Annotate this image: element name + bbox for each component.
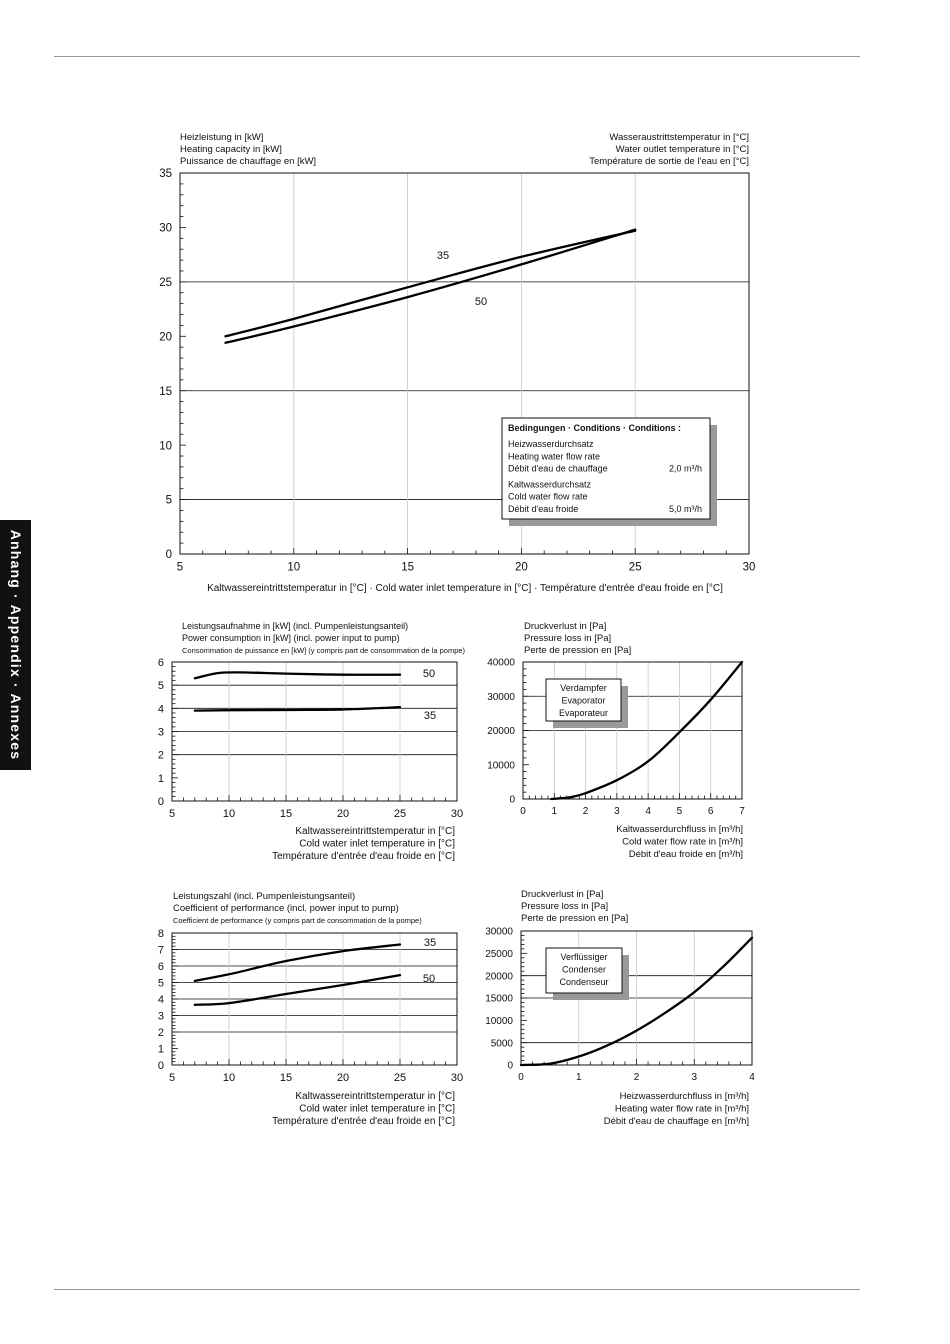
y-tick-label: 4 [157, 993, 164, 1006]
y-tick-label: 20 [159, 331, 172, 344]
chart-title-line: Leistungszahl (incl. Pumpenleistungsanteil) [173, 891, 356, 902]
chart-title-line: Druckverlust in [Pa] [521, 889, 604, 900]
series-label: 35 [423, 710, 437, 722]
x-axis-label: Heizwasserdurchfluss in [m³/h] [619, 1091, 749, 1102]
component-box-label: Condenseur [559, 977, 609, 987]
x-tick-label: 3 [691, 1072, 698, 1083]
chart-title-line: Power consumption in [kW] (incl. power input to pump) [182, 633, 400, 643]
x-axis-label: Température d'entrée d'eau froide en [°C] [272, 851, 455, 862]
x-tick-label: 6 [707, 806, 714, 817]
legend-title-line: Wasseraustrittstemperatur in [°C] [609, 132, 749, 143]
x-tick-label: 20 [515, 561, 528, 574]
x-tick-label: 5 [168, 808, 176, 820]
y-tick-label: 10000 [487, 760, 515, 772]
y-tick-label: 8 [157, 927, 164, 940]
x-tick-label: 10 [222, 808, 236, 820]
x-axis-label: Cold water inlet temperature in [°C] [299, 838, 455, 850]
x-tick-label: 5 [676, 806, 683, 817]
x-tick-label: 30 [450, 808, 464, 820]
x-axis-label: Kaltwassereintrittstemperatur in [°C] [295, 1091, 455, 1102]
x-tick-label: 30 [450, 1072, 464, 1084]
conditions-line: Débit d'eau froide [508, 504, 579, 514]
y-tick-label: 7 [157, 944, 164, 957]
chart-title-line: Heating capacity in [kW] [180, 144, 282, 155]
x-tick-label: 25 [628, 561, 642, 574]
chart-title-line: Consommation de puissance en [kW] (y compris part de consommation de la pompe) [182, 646, 466, 655]
y-tick-label: 15000 [485, 993, 513, 1005]
y-tick-label: 5 [157, 680, 164, 693]
x-tick-label: 20 [336, 1072, 350, 1084]
x-axis-label: Heating water flow rate in [m³/h] [614, 1103, 749, 1115]
x-tick-label: 2 [582, 806, 589, 817]
x-tick-label: 5 [168, 1072, 176, 1084]
x-tick-label: 1 [575, 1072, 582, 1083]
x-tick-label: 1 [551, 806, 558, 817]
component-box-label: Verdampfer [560, 683, 607, 693]
conditions-value: 2,0 m³/h [668, 463, 702, 474]
x-tick-label: 4 [749, 1072, 755, 1083]
chart-title-line: Leistungsaufnahme in [kW] (incl. Pumpenleistungsanteil) [182, 621, 409, 631]
series-label: 50 [422, 668, 436, 680]
x-axis-label: Kaltwassereintrittstemperatur in [°C] [295, 826, 455, 837]
conditions-line: Heating water flow rate [508, 451, 601, 462]
x-tick-label: 30 [742, 561, 756, 574]
y-tick-label: 3 [157, 1010, 164, 1023]
y-tick-label: 30 [159, 222, 172, 235]
x-tick-label: 15 [279, 808, 293, 820]
x-tick-label: 25 [393, 1072, 407, 1084]
y-tick-label: 5 [157, 977, 164, 990]
y-tick-label: 5000 [490, 1038, 513, 1050]
chart-title-line: Druckverlust in [Pa] [524, 621, 607, 632]
x-tick-label: 4 [645, 806, 651, 817]
x-tick-label: 3 [614, 806, 620, 817]
component-box-label: Condenser [561, 964, 607, 975]
component-box-label: Verflüssiger [560, 952, 608, 962]
component-box-label: Evaporator [561, 695, 606, 706]
component-box-label: Evaporateur [558, 708, 609, 718]
y-tick-label: 35 [159, 168, 172, 181]
y-tick-label: 0 [157, 795, 164, 808]
x-axis-label: Débit d'eau de chauffage en [m³/h] [603, 1116, 749, 1127]
y-tick-label: 1 [157, 1043, 164, 1056]
x-tick-label: 10 [222, 1072, 236, 1084]
conditions-title: Bedingungen · Conditions · Conditions : [508, 423, 681, 433]
conditions-line: Débit d'eau de chauffage [508, 463, 608, 474]
y-tick-label: 5 [165, 494, 172, 507]
x-axis-label: Kaltwasserdurchfluss in [m³/h] [616, 824, 743, 835]
y-tick-label: 25 [159, 276, 172, 289]
chart-title-line: Coefficient of performance (incl. power input to pump) [173, 903, 399, 914]
chart-title-line: Coefficient de performance (y compris part de consommation de la pompe) [173, 916, 422, 925]
y-tick-label: 30000 [487, 691, 515, 703]
x-tick-label: 20 [336, 808, 350, 820]
x-axis-label: Cold water flow rate in [m³/h] [622, 836, 743, 848]
y-tick-label: 0 [507, 1060, 513, 1072]
x-tick-label: 15 [401, 561, 414, 574]
sidebar-label: Anhang · Appendix · Annexes [7, 529, 24, 761]
legend-title-line: Water outlet temperature in [°C] [615, 144, 749, 155]
y-tick-label: 10000 [485, 1015, 513, 1027]
series-label: 35 [423, 937, 437, 949]
y-tick-label: 3 [157, 726, 164, 739]
y-tick-label: 0 [509, 794, 515, 806]
y-tick-label: 4 [157, 703, 164, 716]
x-tick-label: 2 [633, 1072, 640, 1083]
y-tick-label: 10 [159, 440, 172, 453]
y-tick-label: 6 [157, 960, 164, 973]
chart-title-line: Pressure loss in [Pa] [521, 901, 609, 912]
y-tick-label: 1 [157, 772, 164, 785]
legend-title-line: Température de sortie de l'eau en [°C] [589, 156, 749, 167]
chart-title-line: Perte de pression en [Pa] [521, 913, 629, 924]
x-tick-label: 15 [279, 1072, 293, 1084]
series-label: 50 [474, 296, 488, 308]
y-tick-label: 40000 [487, 657, 515, 669]
y-tick-label: 6 [157, 656, 164, 669]
x-tick-label: 0 [518, 1072, 524, 1083]
conditions-line: Heizwasserdurchsatz [508, 439, 594, 449]
y-tick-label: 30000 [485, 926, 513, 938]
y-tick-label: 0 [165, 549, 172, 562]
y-tick-label: 2 [157, 749, 164, 762]
x-tick-label: 7 [739, 806, 745, 817]
series-label: 50 [422, 973, 436, 985]
series-label: 35 [436, 250, 450, 262]
x-tick-label: 25 [393, 808, 407, 820]
x-axis-label: Cold water inlet temperature in [°C] [299, 1103, 455, 1115]
x-tick-label: 10 [287, 561, 301, 574]
chart-title-line: Perte de pression en [Pa] [524, 645, 632, 656]
y-tick-label: 15 [159, 385, 172, 398]
x-axis-label: Température d'entrée d'eau froide en [°C] [272, 1116, 455, 1127]
y-tick-label: 0 [157, 1059, 164, 1072]
x-axis-label: Kaltwassereintrittstemperatur in [°C] · Cold water inlet temperature in [°C] · Température d'entrée d'eau froide en [°C] [207, 583, 723, 594]
chart-title-line: Puissance de chauffage en [kW] [180, 156, 317, 167]
conditions-line: Kaltwasserdurchsatz [508, 479, 592, 490]
x-axis-label: Débit d'eau froide en [m³/h] [628, 849, 743, 860]
chart-title-line: Pressure loss in [Pa] [524, 633, 612, 644]
y-tick-label: 20000 [485, 971, 513, 983]
chart-title-line: Heizleistung in [kW] [180, 132, 264, 143]
y-tick-label: 25000 [485, 948, 513, 960]
conditions-value: 5,0 m³/h [668, 504, 702, 514]
x-tick-label: 5 [176, 561, 184, 574]
y-tick-label: 20000 [487, 726, 515, 738]
conditions-line: Cold water flow rate [508, 491, 588, 502]
x-tick-label: 0 [520, 806, 526, 817]
y-tick-label: 2 [157, 1026, 164, 1039]
